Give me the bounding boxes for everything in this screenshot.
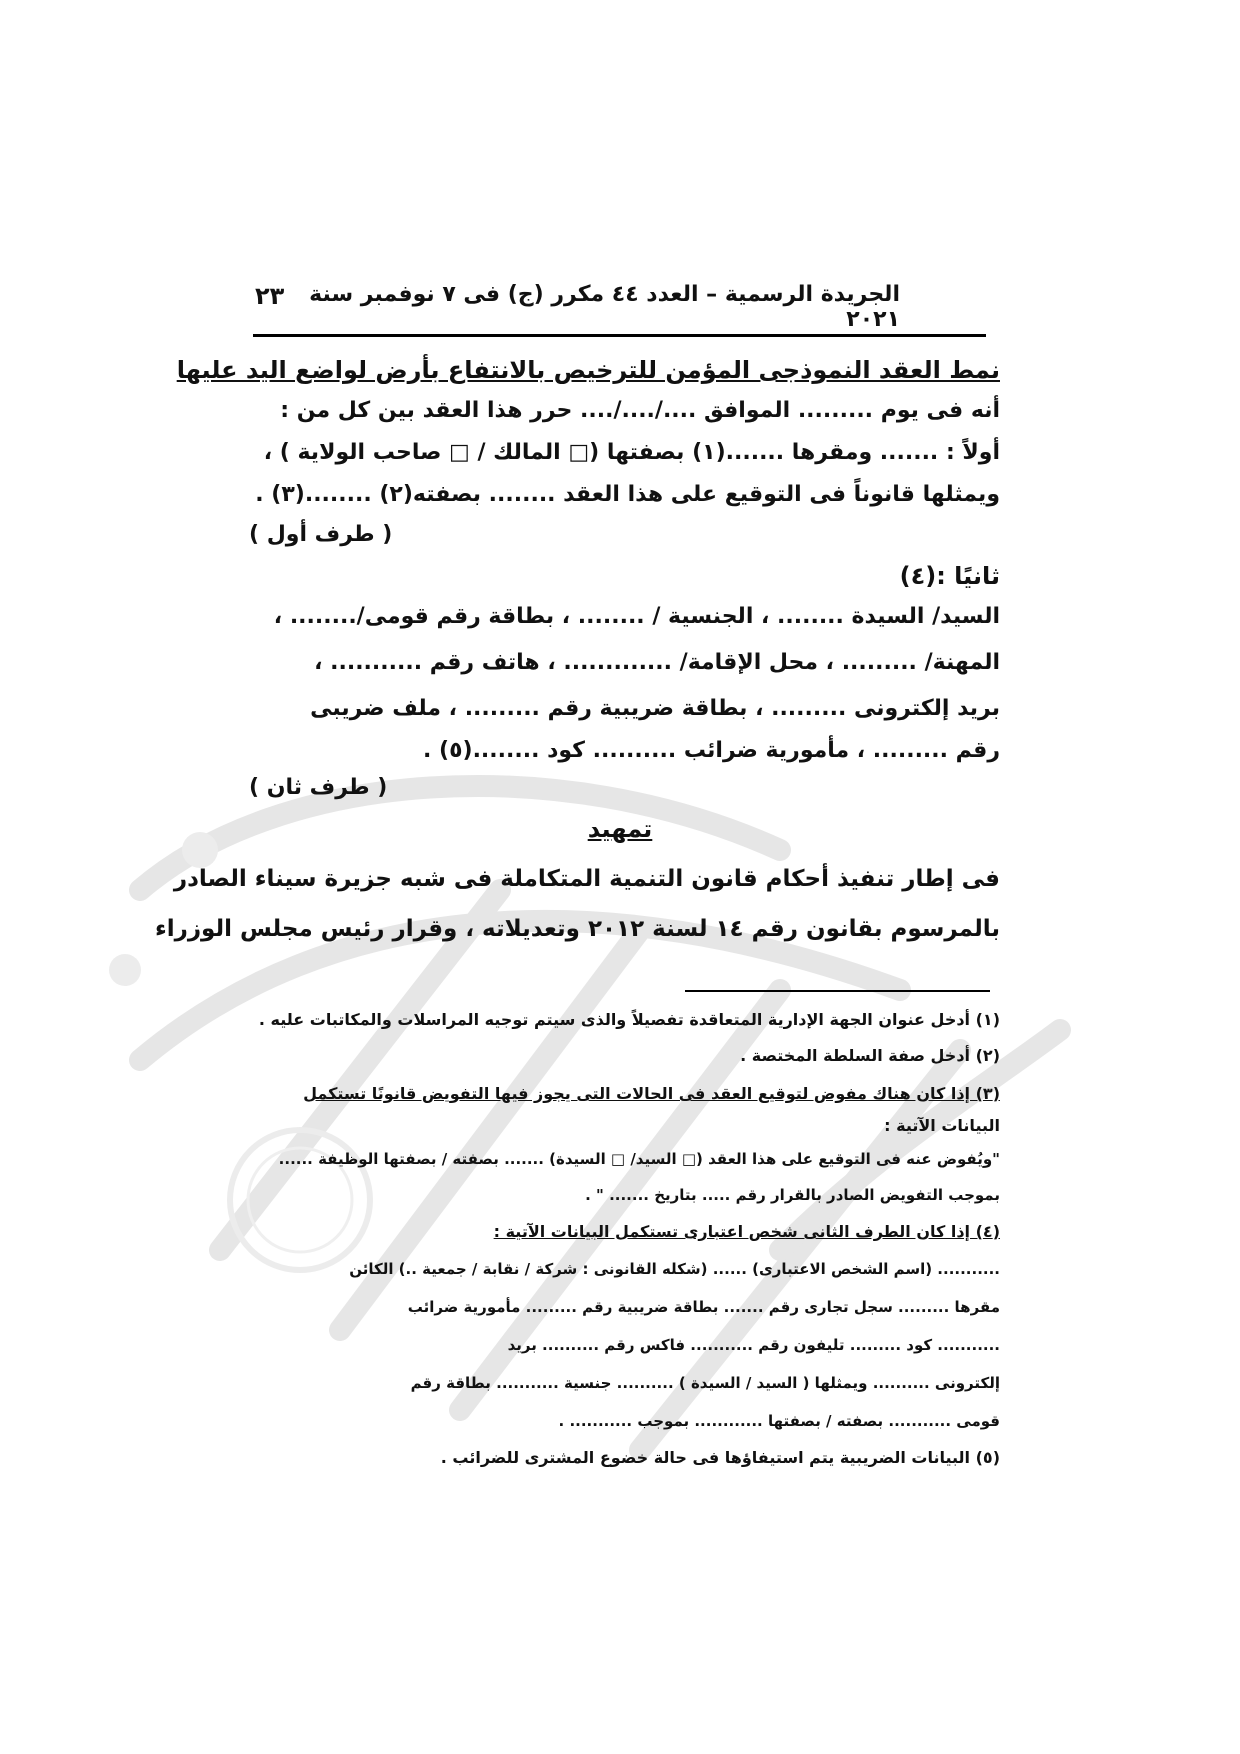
footnote-rule: [685, 990, 990, 992]
second-party-line-3: بريد إلكترونى ......... ، بطاقة ضريبية رقم ......... ، ملف ضريبى: [310, 696, 1000, 721]
footnote-4-line-4: ........... كود ......... تليفون رقم ........... فاكس رقم .......... بريد: [507, 1336, 1000, 1354]
document-title: نمط العقد النموذجى المؤمن للترخيص بالانتفاع بأرض لواضع اليد عليها: [176, 356, 1000, 384]
footnote-3-line-3: "ويُفوض عنه فى التوقيع على هذا العقد (□ السيد/ □ السيدة) ....... بصفته / بصفتها الوظيفة ......: [278, 1150, 1000, 1168]
footnote-4-line-2: ........... (اسم الشخص الاعتبارى) ...... (شكله القانونى : شركة / نقابة / جمعية ..) الكائن: [349, 1260, 1000, 1278]
first-party-label: ( طرف أول ): [249, 522, 393, 547]
second-party-heading: ثانيًا :(٤): [899, 562, 1000, 590]
preamble-heading: تمهيد: [587, 815, 653, 843]
page-number: ٢٣: [255, 282, 285, 310]
footnote-4-line-1: (٤) إذا كان الطرف الثانى شخص اعتبارى تستكمل البيانات الآتية :: [493, 1222, 1000, 1241]
gazette-title: الجريدة الرسمية – العدد ٤٤ مكرر (ج) فى ٧ نوفمبر سنة ٢٠٢١: [309, 282, 900, 332]
second-party-line-2: المهنة/ ......... ، محل الإقامة/ ............. ، هاتف رقم ........... ،: [314, 650, 1000, 675]
footnote-1: (١) أدخل عنوان الجهة الإدارية المتعاقدة تفصيلاً والذى سيتم توجيه المراسلات والمكاتبات عليه .: [258, 1010, 1000, 1029]
second-party-label: ( طرف ثان ): [249, 775, 388, 800]
footnote-4-line-6: قومى ........... بصفته / بصفتها ............ بموجب ........... .: [558, 1412, 1000, 1430]
preamble-line-2: بالمرسوم بقانون رقم ١٤ لسنة ٢٠١٢ وتعديلاته ، وقرار رئيس مجلس الوزراء: [154, 916, 1000, 942]
second-party-line-4: رقم ......... ، مأمورية ضرائب .......... كود ........(٥) .: [423, 738, 1000, 763]
page-header: [255, 282, 900, 332]
representative-line: ويمثلها قانوناً فى التوقيع على هذا العقد ........ بصفته(٢) ........(٣) .: [255, 482, 1000, 507]
second-party-line-1: السيد/ السيدة ........ ، الجنسية / ........ ، بطاقة رقم قومى/........ ،: [273, 604, 1000, 629]
footnote-3-line-1: (٣) إذا كان هناك مفوض لتوقيع العقد فى الحالات التى يجوز فيها التفويض قانونًا تستكمل: [303, 1084, 1000, 1103]
footnote-5: (٥) البيانات الضريبية يتم استيفاؤها فى حالة خضوع المشترى للضرائب .: [440, 1448, 1000, 1467]
footnote-3-line-2: البيانات الآتية :: [884, 1116, 1000, 1135]
footnote-4-line-3: مقرها ......... سجل تجارى رقم ....... بطاقة ضريبية رقم ......... مأمورية ضرائب: [407, 1298, 1000, 1316]
header-rule: [253, 334, 986, 337]
first-party-line: أولاً : ....... ومقرها .......(١) بصفتها (□ المالك / □ صاحب الولاية ) ،: [263, 440, 1000, 465]
footnote-4-line-5: إلكترونى .......... ويمثلها ( السيد / السيدة ) .......... جنسية ........... بطاقة رقم: [410, 1374, 1000, 1392]
footnote-3-line-4: بموجب التفويض الصادر بالقرار رقم ..... بتاريخ ....... " .: [585, 1186, 1000, 1204]
preamble-line-1: فى إطار تنفيذ أحكام قانون التنمية المتكاملة فى شبه جزيرة سيناء الصادر: [173, 866, 1000, 892]
footnote-2: (٢) أدخل صفة السلطة المختصة .: [740, 1046, 1000, 1065]
opening-line-1: أنه فى يوم ......... الموافق ..../..../.... حرر هذا العقد بين كل من :: [280, 398, 1000, 423]
